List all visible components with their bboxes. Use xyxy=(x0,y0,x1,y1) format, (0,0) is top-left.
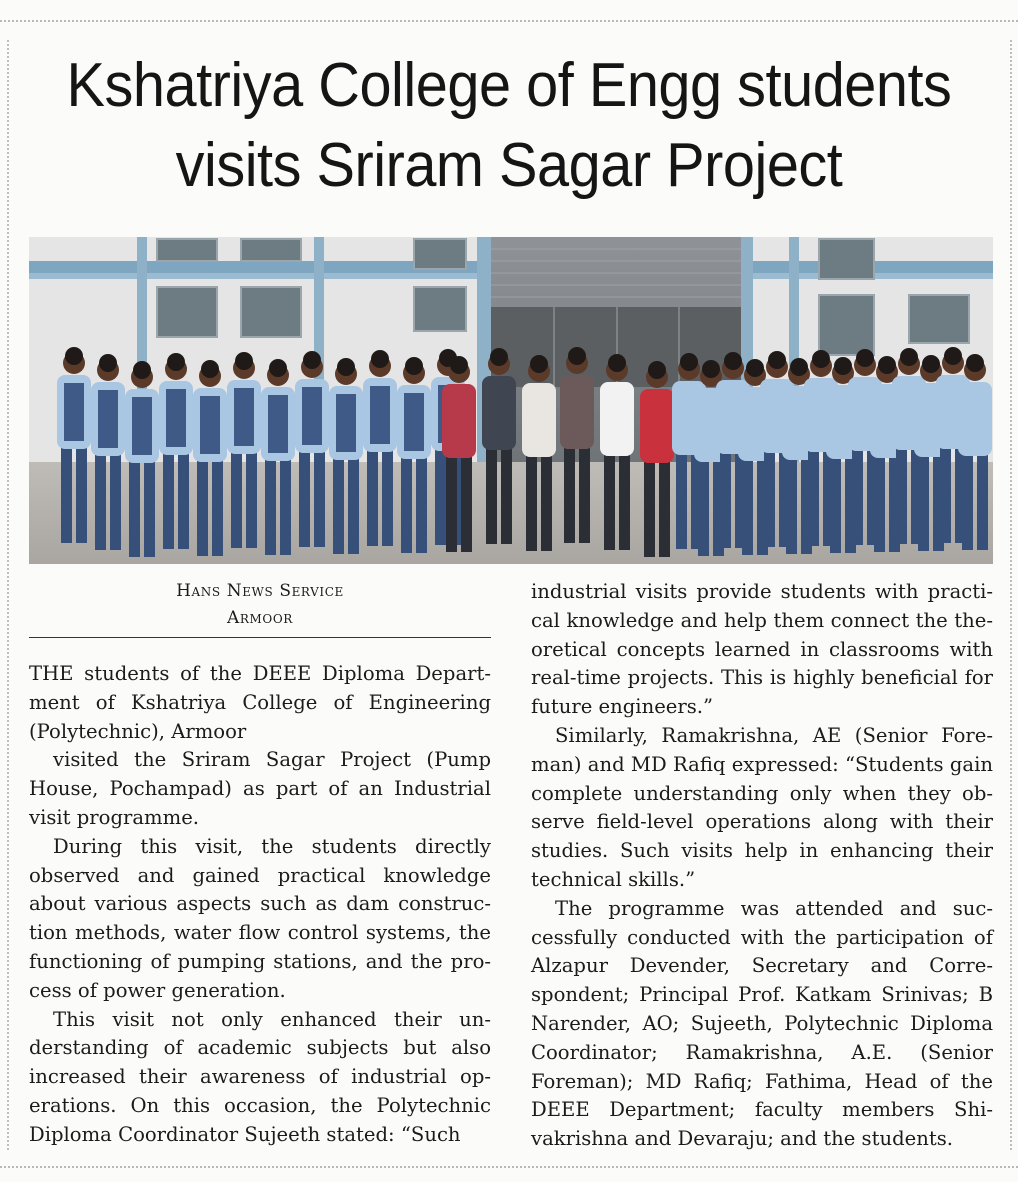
left-dotted-rule xyxy=(7,40,9,1150)
group-photo xyxy=(29,237,993,564)
byline-service: Hans News Service xyxy=(176,581,344,601)
bottom-dotted-rule xyxy=(0,1166,1018,1168)
paragraph: During this visit, the students directly observed and gained practical knowledge about various aspects such as dam construc-tion methods, water flow control systems, the functioning of pumping stations, and the pro-cess of power generation. xyxy=(29,834,491,1002)
paragraph: industrial visits provide students with practi-cal knowledge and help them connect the the-oretical concepts learned in classrooms with real-time projects. This is highly beneficial for future engineers.” xyxy=(531,580,993,719)
byline-divider xyxy=(29,637,491,638)
headline-line-1: Kshatriya College of Engg students xyxy=(66,51,952,120)
paragraph: visited the Sriram Sagar Project (Pump House, Pochampad) as part of an Industrial visit programme. xyxy=(29,748,491,829)
article-headline xyxy=(54,46,964,206)
byline xyxy=(29,578,491,632)
paragraph: Similarly, Ramakrishna, AE (Senior Fore-man) and MD Rafiq expressed: “Students gain complete understanding only when they ob-serve field-level operations along with their studies. Such visits help in enhancing their technical skills.” xyxy=(531,723,993,891)
right-dotted-rule xyxy=(1010,40,1012,1150)
top-dotted-rule xyxy=(0,20,1018,22)
paragraph: The programme was attended and suc-cessfully conducted with the participation of Alzapur Devender, Secretary and Corre-spondent; Principal Prof. Katkam Srinivas; B Narender, AO; Sujeeth, Polytechnic Diploma Coordinator; Ramakrishna, A.E. (Senior Foreman); MD Rafiq; Fathima, Head of the DEEE Department; faculty members Shi-vakrishna and Devaraju; and the students. xyxy=(531,896,993,1151)
byline-location: Armoor xyxy=(227,608,293,628)
article-column-left xyxy=(29,660,491,1150)
paragraph: This visit not only enhanced their un-derstanding of academic subjects but also increased their awareness of industrial op-erations. On this occasion, the Polytechnic Diploma Coordinator Sujeeth stated: “Such xyxy=(29,1007,491,1146)
headline-line-2: visits Sriram Sagar Project xyxy=(175,131,843,200)
article-column-right xyxy=(531,578,993,1154)
paragraph: THE students of the DEEE Diploma Depart-ment of Kshatriya College of Engineering (Polytechnic), Armoor xyxy=(29,662,491,743)
